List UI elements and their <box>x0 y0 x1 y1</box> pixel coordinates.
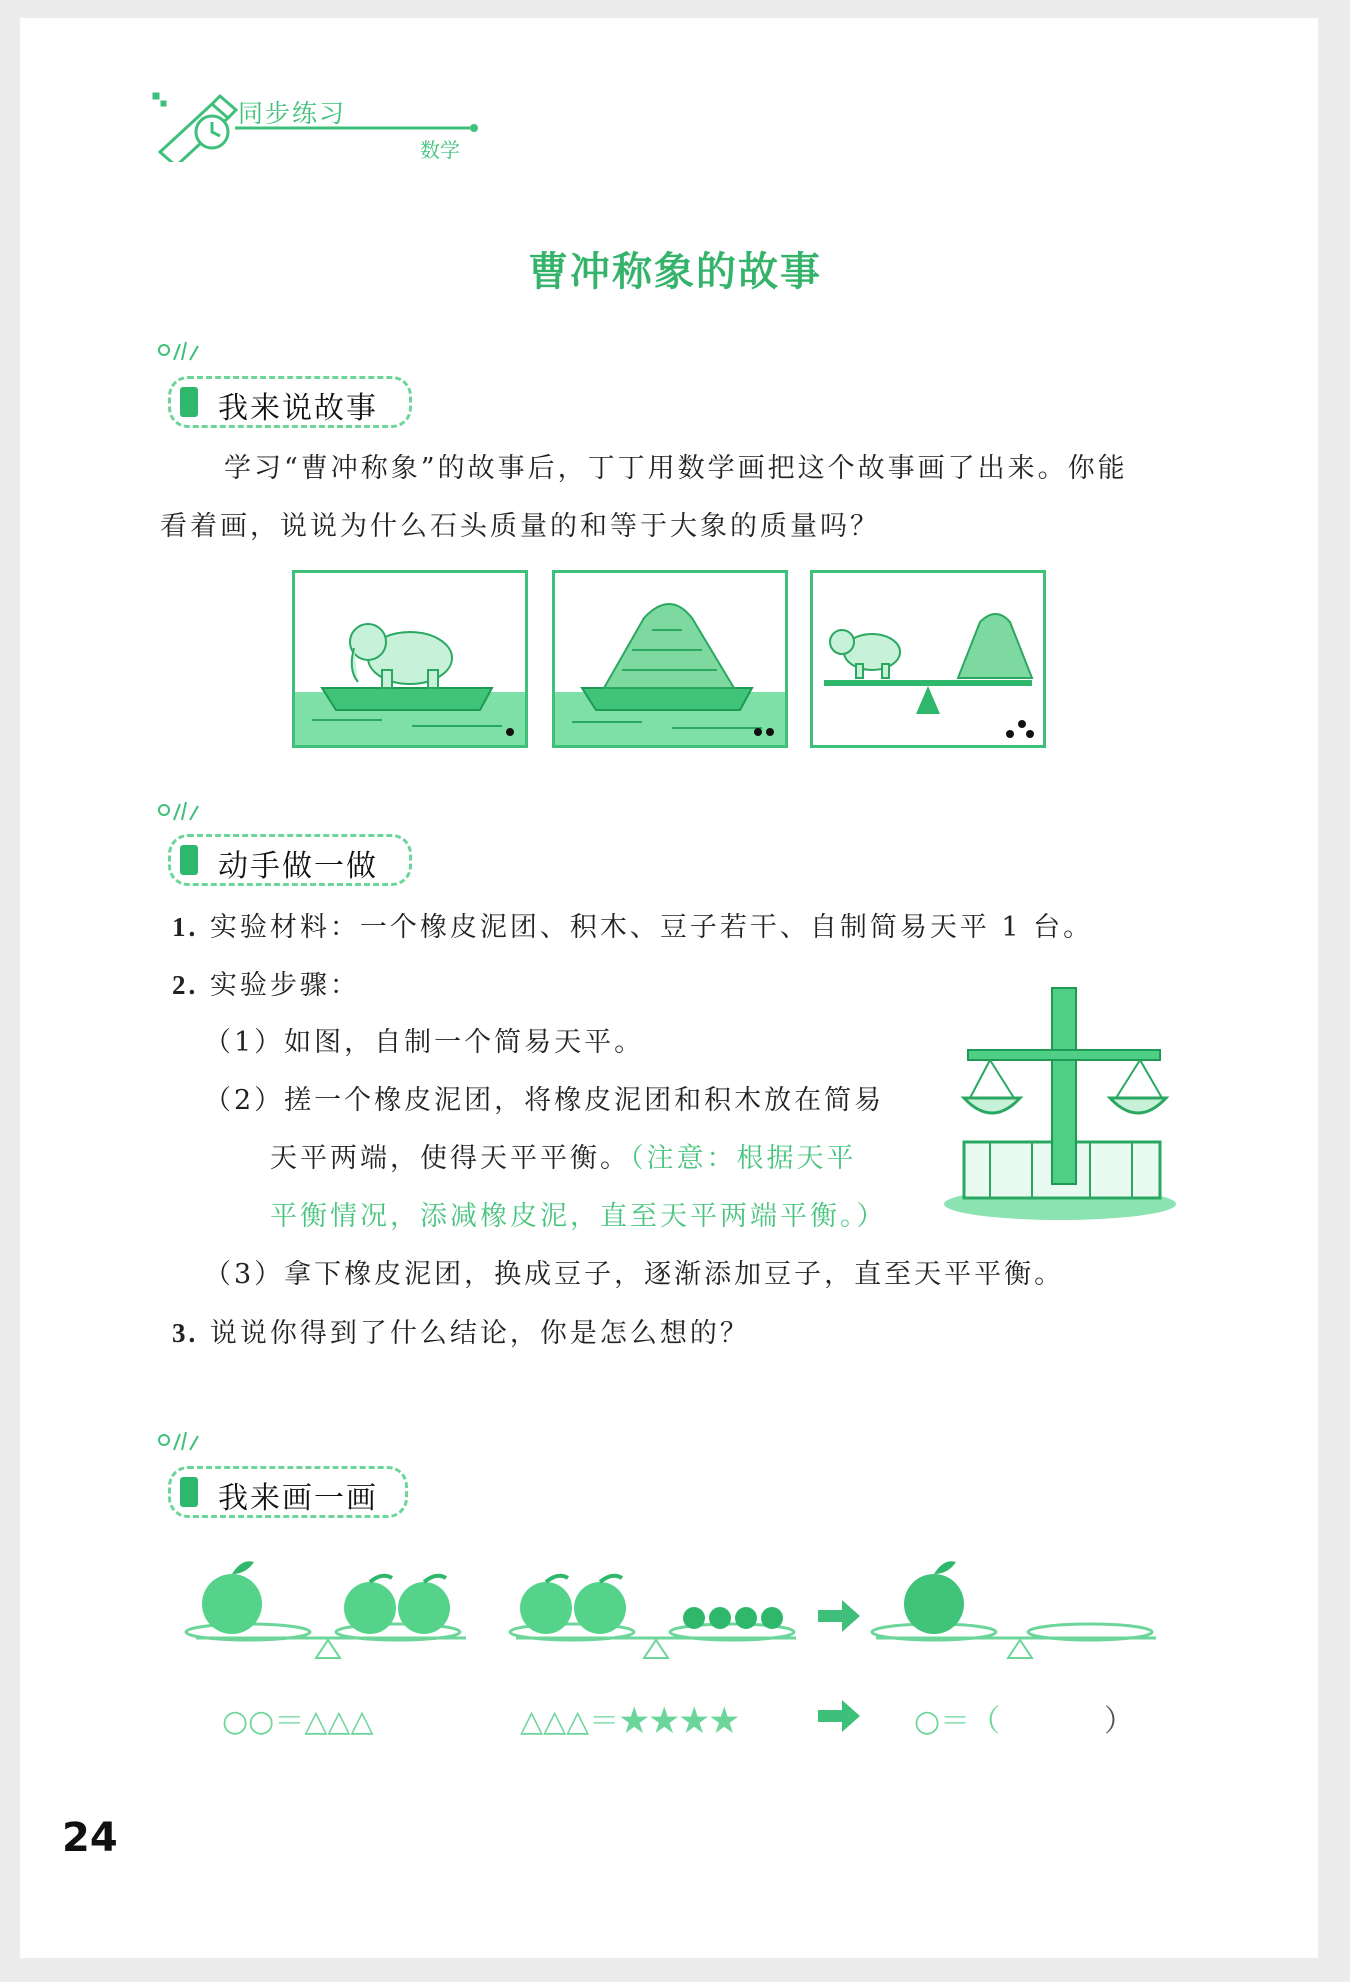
item1-number: 1. <box>172 912 199 942</box>
step2-note-part2: 平衡情况，添减橡皮泥，直至天平两端平衡。） <box>270 1201 887 1232</box>
page-number: 24 <box>62 1815 118 1861</box>
balance-apple-empty <box>872 1561 1156 1658</box>
section2-label: 动手做一做 <box>218 849 378 884</box>
story-panel-elephant-boat <box>292 570 528 748</box>
step3-text: （3）拿下橡皮泥团，换成豆子，逐渐添加豆子，直至天平平衡。 <box>204 1259 1065 1290</box>
item3-number: 3. <box>172 1318 199 1348</box>
balance-oranges-berries <box>510 1576 796 1658</box>
step2-line1: （2）搓一个橡皮泥团，将橡皮泥团和积木放在简易 <box>204 1085 885 1116</box>
item2-text: 实验步骤： <box>209 970 360 1001</box>
right-arrow-icon <box>818 1700 862 1732</box>
right-arrow-icon <box>818 1600 860 1632</box>
equation-1: ○○＝△△△ <box>222 1704 374 1739</box>
section2-tab <box>180 845 198 875</box>
item3-text: 说说你得到了什么结论，你是怎么想的？ <box>209 1318 750 1349</box>
section3-label: 我来画一画 <box>218 1481 378 1516</box>
story-panel-stones-boat <box>552 570 788 748</box>
step1-text: （1）如图，自制一个简易天平。 <box>204 1027 645 1058</box>
section3-tab <box>180 1477 198 1507</box>
section1-line2: 看着画，说说为什么石头质量的和等于大象的质量吗？ <box>160 511 880 542</box>
equation-3-left: ○＝（ <box>914 1704 1001 1739</box>
homemade-balance-illustration <box>940 982 1180 1222</box>
header-title: 同步练习 <box>238 99 347 128</box>
header-subject: 数学 <box>420 138 460 162</box>
fruit-balance-row <box>176 1552 1176 1682</box>
equation-2: △△△＝★★★★ <box>520 1704 740 1739</box>
item1-text: 实验材料：一个橡皮泥团、积木、豆子若干、自制简易天平 1 台。 <box>209 912 1094 943</box>
story-panel-balance <box>810 570 1046 748</box>
section1-tab <box>180 387 198 417</box>
page-title: 曹冲称象的故事 <box>528 248 822 295</box>
section1-label: 我来说故事 <box>218 391 378 426</box>
equation-3-right: ） <box>1104 1704 1134 1739</box>
step2-line2: 天平两端，使得天平平衡。 <box>270 1143 630 1174</box>
section1-line1: 学习“曹冲称象”的故事后，丁丁用数学画把这个故事画了出来。你能 <box>224 453 1128 484</box>
item2-number: 2. <box>172 970 199 1000</box>
balance-apple-oranges <box>186 1561 466 1658</box>
step2-note-part1: （注意：根据天平 <box>630 1143 857 1174</box>
